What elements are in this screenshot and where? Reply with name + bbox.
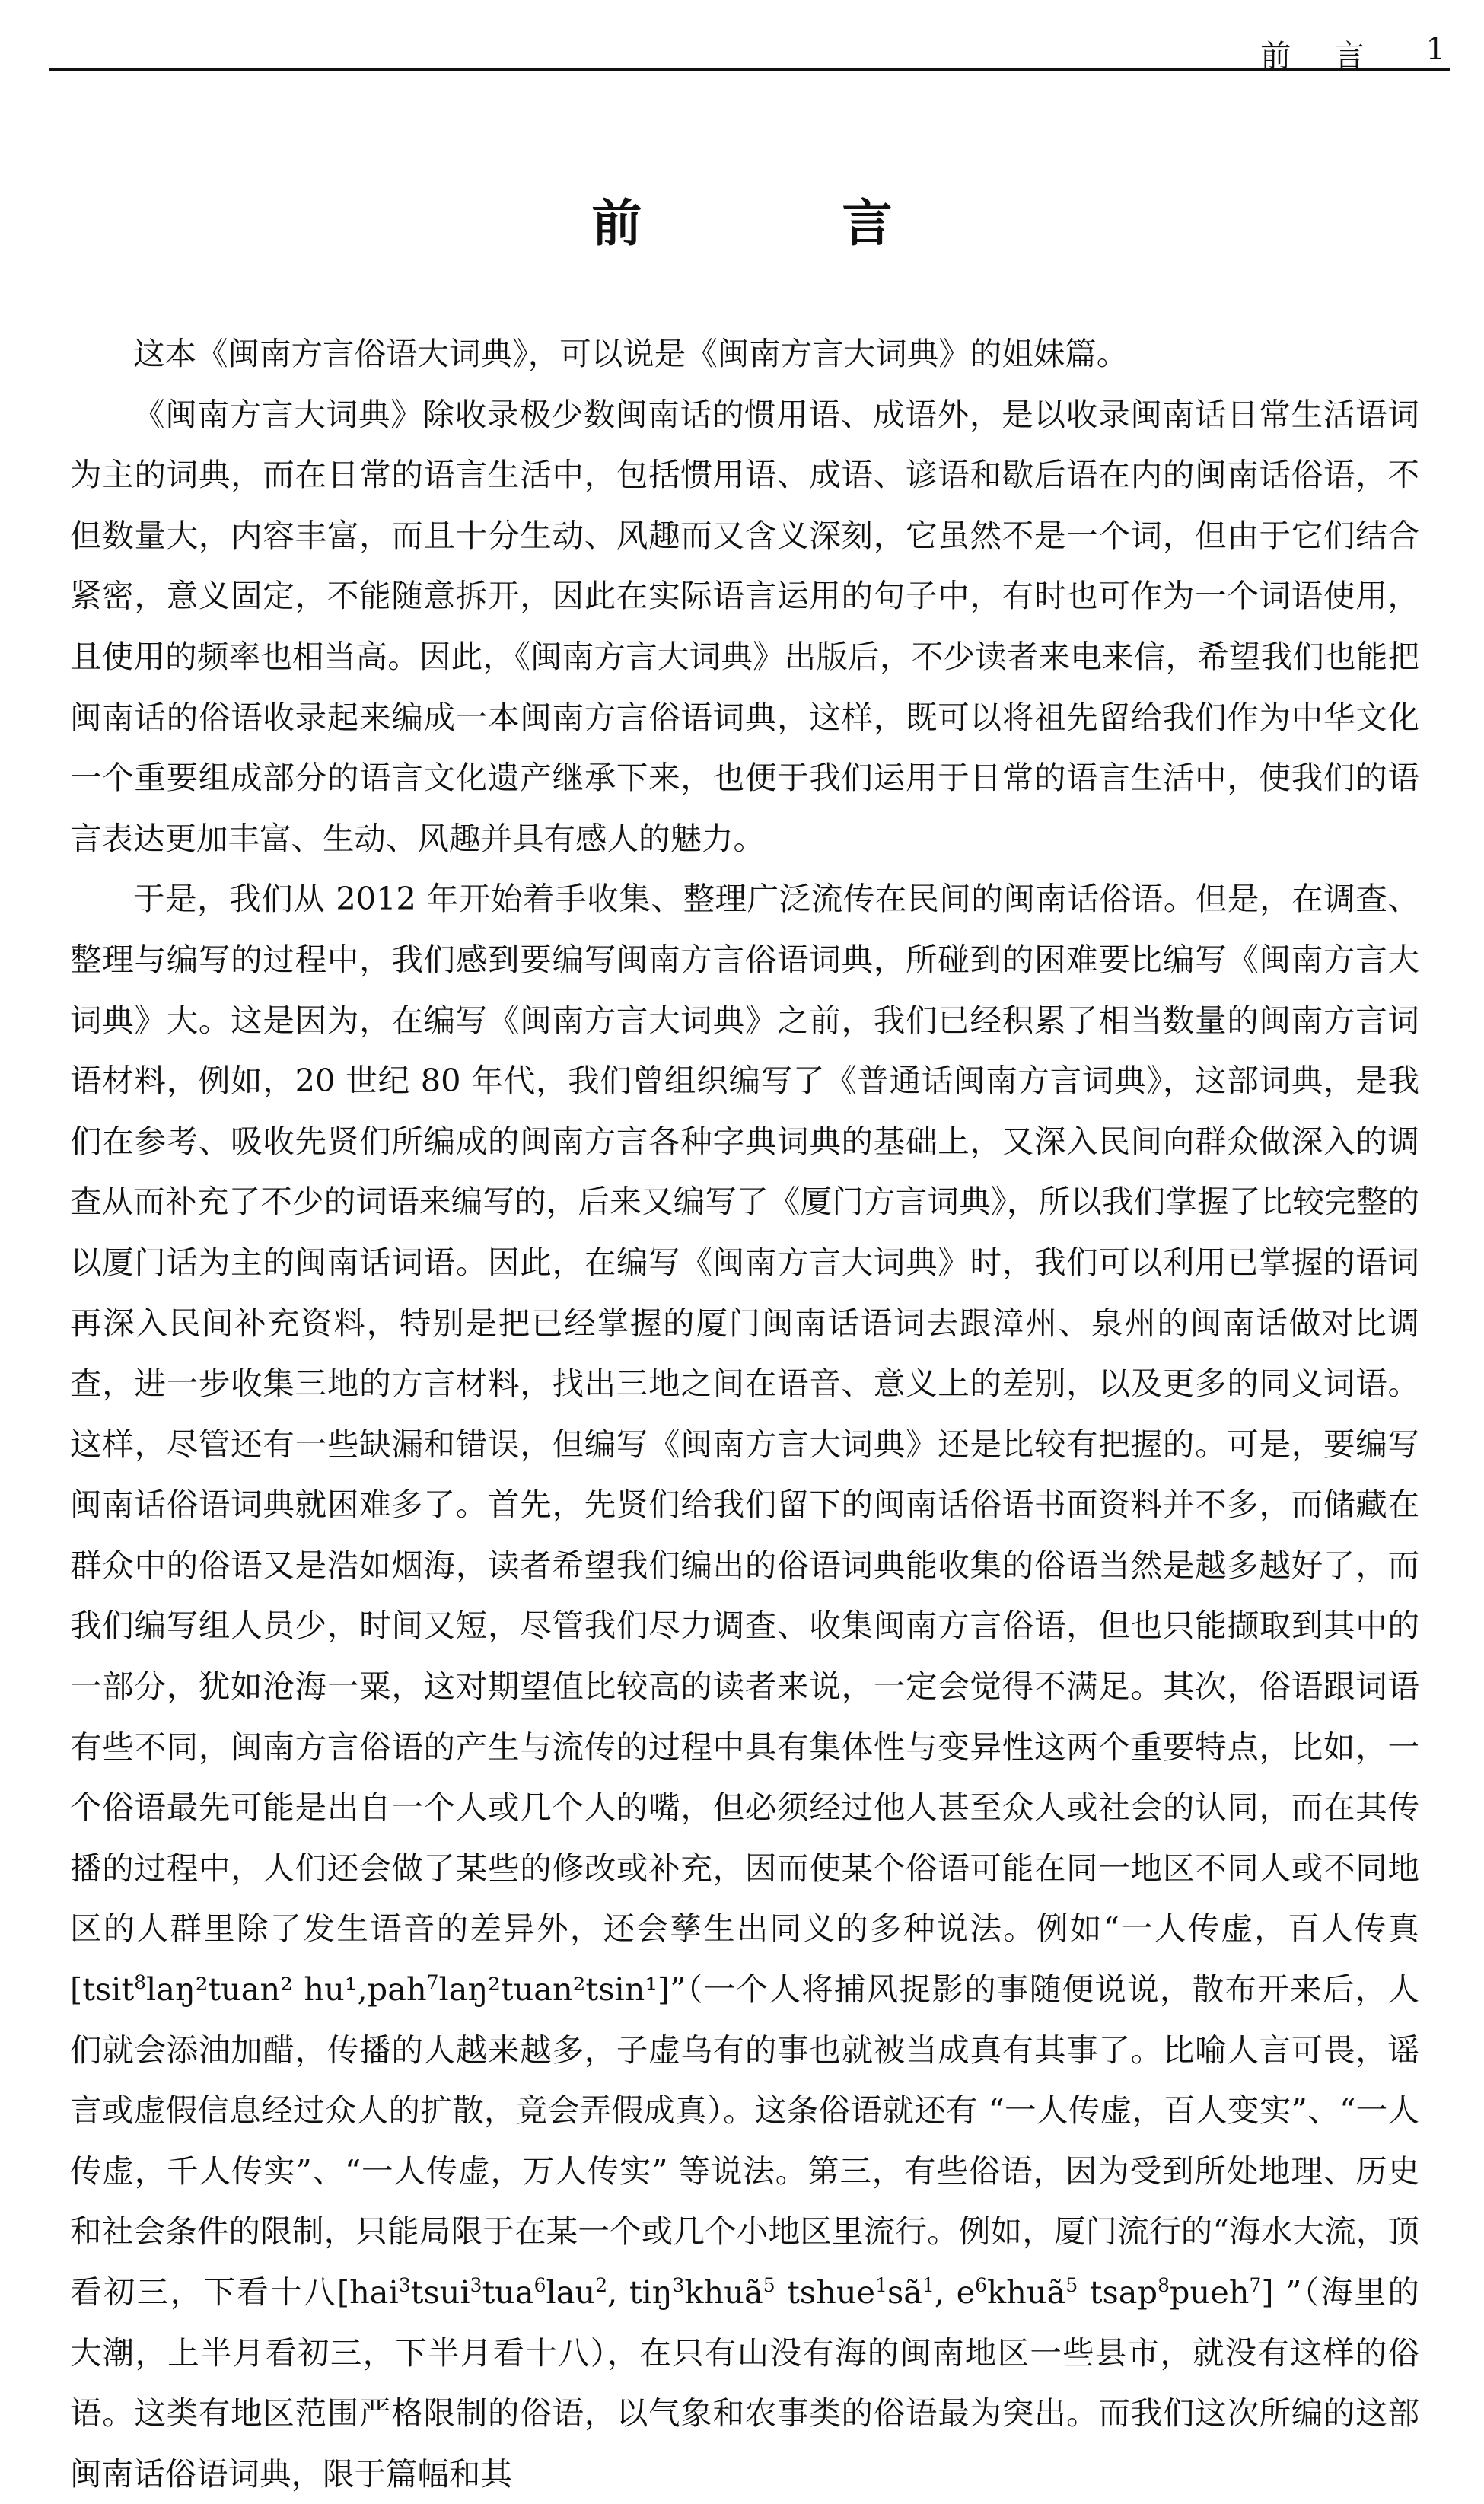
page-number: 1 xyxy=(1425,32,1445,67)
page-title: 前 言 xyxy=(591,193,984,253)
phonetic-text: tsui xyxy=(410,2273,470,2311)
phonetic-text: khuã xyxy=(987,2273,1066,2311)
tone-superscript: 6 xyxy=(533,2274,546,2297)
paragraph-3-text: laŋ²tuan²tsin¹]”（一个人将捕风捉影的事随便说说，散布开来后，人们就会添油加醋，传播的人越来越多，子虚乌有的事也就被当成真有其事了。比喻人言可畏，谣言或虚假信息经过众人的扩散，竟会弄假成真）。这条俗语就还有 “一人传虚，百人变实”、“一人传虚，千人传实”、“一人传虚，万人传实” 等说法。第三，有些俗语，因为受到所处地理、历史和社会条件的限制，只能局限于在某一个或几个小地区里流行。例如，厦门流行的“海水大流，顶看初三，下看十八[hai xyxy=(70,1970,1419,2311)
paragraph-1: 这本《闽南方言俗语大词典》，可以说是《闽南方言大词典》的姐妹篇。 xyxy=(133,335,1129,372)
tone-superscript: 1 xyxy=(922,2274,935,2297)
running-header-title: 前 言 xyxy=(1260,39,1381,74)
phonetic-text: tsap xyxy=(1078,2273,1158,2311)
tone-superscript: 1 xyxy=(875,2274,887,2297)
tone-superscript: 7 xyxy=(426,1971,439,1994)
phonetic-text: laŋ²tuan² hu¹,pah xyxy=(145,1970,427,2009)
paragraph-3-text: ] ”（海里的大潮，上半月看初三，下半月看十八），在只有山没有海的闽南地区一些县市，就没有这样的俗语。这类有地区范围严格限制的俗语，以气象和农事类的俗语最为突出。而我们这次所编的这部闽南话俗语词典，限于篇幅和其 xyxy=(70,2273,1419,2493)
tone-superscript: 5 xyxy=(1065,2274,1078,2297)
phonetic-text: , tiŋ xyxy=(607,2273,673,2311)
phonetic-text: , e xyxy=(934,2273,976,2311)
tone-superscript: 8 xyxy=(134,1971,146,1994)
tone-superscript: 5 xyxy=(763,2274,775,2297)
phonetic-text: lau xyxy=(546,2273,596,2311)
tone-superscript: 7 xyxy=(1249,2274,1262,2297)
tone-superscript: 2 xyxy=(595,2274,608,2297)
phonetic-text: tua xyxy=(482,2273,534,2311)
running-header xyxy=(49,29,1450,74)
tone-superscript: 3 xyxy=(398,2274,411,2297)
tone-superscript: 6 xyxy=(975,2274,988,2297)
paragraph-3 xyxy=(70,868,1419,2504)
paragraph-2: 《闽南方言大词典》除收录极少数闽南话的惯用语、成语外，是以收录闽南话日常生活语词为主的词典，而在日常的语言生活中，包括惯用语、成语、谚语和歇后语在内的闽南话俗语，不但数量大，内容丰富，而且十分生动、风趣而又含义深刻，它虽然不是一个词，但由于它们结合紧密，意义固定，不能随意拆开，因此在实际语言运用的句子中，有时也可作为一个词语使用，且使用的频率也相当高。因此，《闽南方言大词典》出版后，不少读者来电来信，希望我们也能把闽南话的俗语收录起来编成一本闽南方言俗语词典，这样，既可以将祖先留给我们作为中华文化一个重要组成部分的语言文化遗产继承下来，也便于我们运用于日常的语言生活中，使我们的语言表达更加丰富、生动、风趣并具有感人的魅力。 xyxy=(70,395,1419,857)
tone-superscript: 8 xyxy=(1158,2274,1170,2297)
phonetic-text: tshue xyxy=(775,2273,876,2311)
phonetic-text: sã xyxy=(887,2273,923,2311)
phonetic-text: khuã xyxy=(684,2273,763,2311)
tone-superscript: 3 xyxy=(470,2274,482,2297)
phonetic-text: pueh xyxy=(1169,2273,1250,2311)
body-text xyxy=(70,323,1419,2504)
tone-superscript: 3 xyxy=(672,2274,685,2297)
paragraph-3-text: 于是，我们从 2012 年开始着手收集、整理广泛流传在民间的闽南话俗语。但是，在调查、整理与编写的过程中，我们感到要编写闽南方言俗语词典，所碰到的困难要比编写《闽南方言大词典》大。这是因为，在编写《闽南方言大词典》之前，我们已经积累了相当数量的闽南方言词语材料，例如，20 世纪 80 年代，我们曾组织编写了《普通话闽南方言词典》，这部词典，是我们在参考、吸收先贤们所编成的闽南方言各种字典词典的基础上，又深入民间向群众做深入的调查从而补充了不少的词语来编写的，后来又编写了《厦门方言词典》，所以我们掌握了比较完整的以厦门话为主的闽南话词语。因此，在编写《闽南方言大词典》时，我们可以利用已掌握的语词再深入民间补充资料，特别是把已经掌握的厦门闽南话语词去跟漳州、泉州的闽南话做对比调查，进一步收集三地的方言材料，找出三地之间在语音、意义上的差别，以及更多的同义词语。这样，尽管还有一些缺漏和错误，但编写《闽南方言大词典》还是比较有把握的。可是，要编写闽南话俗语词典就困难多了。首先，先贤们给我们留下的闽南话俗语书面资料并不多，而储藏在群众中的俗语又是浩如烟海，读者希望我们编出的俗语词典能收集的俗语当然是越多越好了，而我们编写组人员少，时间又短，尽管我们尽力调查、收集闽南方言俗语，但也只能撷取到其中的一部分，犹如沧海一粟，这对期望值比较高的读者来说，一定会觉得不满足。其次，俗语跟词语有些不同，闽南方言俗语的产生与流传的过程中具有集体性与变异性这两个重要特点，比如，一个俗语最先可能是出自一个人或几个人的嘴，但必须经过他人甚至众人或社会的认同，而在其传播的过程中，人们还会做了某些的修改或补充，因而使某个俗语可能在同一地区不同人或不同地区的人群里除了发生语音的差异外，还会孳生出同义的多种说法。例如“一人传虚，百人传真[tsit xyxy=(70,880,1419,2009)
